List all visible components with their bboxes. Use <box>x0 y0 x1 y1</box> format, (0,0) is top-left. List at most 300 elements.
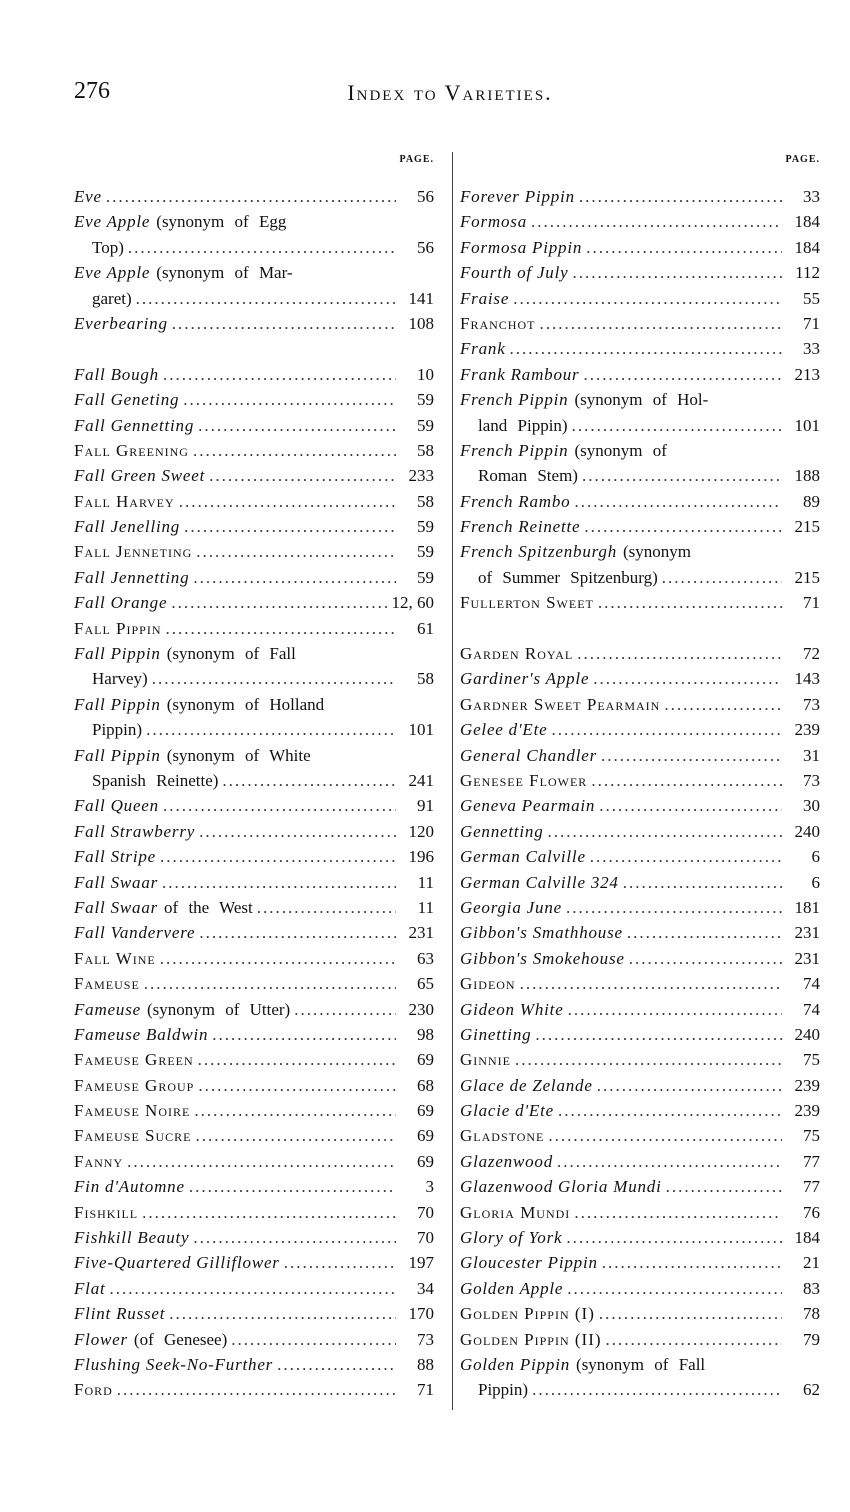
dot-leader <box>513 286 782 311</box>
variety-name: Georgia June <box>460 897 562 917</box>
variety-name: Eve <box>74 187 102 206</box>
dot-leader <box>163 362 396 387</box>
variety-name: Fameuse Noire <box>74 1101 191 1121</box>
page-ref: 11 <box>417 897 434 917</box>
dot-leader <box>623 870 782 895</box>
entry-note: of the West <box>164 897 253 917</box>
entry-note: (synonym of Fall <box>166 644 296 664</box>
variety-name: Flint Russet <box>74 1304 166 1324</box>
dot-leader <box>582 463 782 488</box>
page-ref: 10 <box>417 364 434 384</box>
index-entry-continuation <box>460 565 820 590</box>
entry-note-continued: Harvey) <box>92 669 148 689</box>
index-entry <box>460 895 820 920</box>
page-ref: 231 <box>794 948 820 968</box>
right-column <box>460 150 820 1403</box>
variety-name: Fall Pippin <box>74 618 162 638</box>
index-entry <box>74 819 434 844</box>
index-entry <box>460 1301 820 1326</box>
page-ref: 59 <box>417 517 434 537</box>
index-entry <box>460 387 820 412</box>
index-entry <box>460 971 820 996</box>
variety-name: Fameuse <box>74 974 140 994</box>
page-ref: 233 <box>408 466 434 486</box>
index-entry <box>74 1327 434 1352</box>
entry-note-continued: Pippin) <box>478 1380 529 1400</box>
dot-leader <box>566 895 782 920</box>
dot-leader <box>199 819 396 844</box>
dot-leader <box>629 946 782 971</box>
page-ref: 239 <box>794 720 820 740</box>
index-entry <box>74 1022 434 1047</box>
index-entry <box>460 743 820 768</box>
page-ref: 11 <box>417 872 434 892</box>
column-divider <box>452 152 453 1410</box>
index-entry <box>460 1225 820 1250</box>
index-entry <box>460 997 820 1022</box>
index-entry <box>460 362 820 387</box>
page-ref: 69 <box>417 1126 434 1146</box>
variety-name: Flushing Seek-No-Further <box>74 1354 274 1374</box>
variety-name: Five-Quartered Gilliflower <box>74 1253 280 1273</box>
index-entry <box>74 1098 434 1123</box>
dot-leader <box>222 768 396 793</box>
page-ref: 74 <box>803 999 820 1019</box>
dot-leader <box>110 1276 396 1301</box>
index-entry-continuation <box>460 413 820 438</box>
dot-leader <box>574 1200 782 1225</box>
index-entry-continuation <box>74 235 434 260</box>
dot-leader <box>160 946 396 971</box>
variety-name: Ginetting <box>460 1024 532 1044</box>
entry-note: (synonym of Egg <box>156 212 287 232</box>
entry-note-continued: Pippin) <box>92 720 143 740</box>
index-entry <box>460 438 820 463</box>
dot-leader <box>196 1123 397 1148</box>
page-ref: 69 <box>417 1151 434 1171</box>
dot-leader <box>183 387 396 412</box>
variety-name: Fall Pippin <box>74 644 161 664</box>
page-ref: 70 <box>417 1202 434 1222</box>
index-entry <box>460 1047 820 1072</box>
dot-leader <box>163 793 396 818</box>
page-column-label: PAGE. <box>785 154 820 165</box>
index-entry-continuation <box>74 286 434 311</box>
page-ref: 197 <box>408 1253 434 1273</box>
index-entry <box>460 311 820 336</box>
page-ref: 170 <box>408 1304 434 1324</box>
variety-name: Glazenwood Gloria Mundi <box>460 1177 662 1197</box>
page-ref: 188 <box>794 466 820 486</box>
dot-leader <box>567 1276 782 1301</box>
entry-note: (synonym <box>623 542 692 562</box>
dot-leader <box>169 1301 396 1326</box>
page-ref: 120 <box>408 821 434 841</box>
index-entry <box>74 463 434 488</box>
variety-name: Gardiner's Apple <box>460 669 590 689</box>
dot-leader <box>172 311 396 336</box>
variety-name: French Rambo <box>460 491 571 511</box>
page-ref: 196 <box>408 847 434 867</box>
page-ref: 184 <box>794 1228 820 1248</box>
dot-leader <box>193 1225 396 1250</box>
index-entry <box>460 539 820 564</box>
dot-leader <box>599 793 782 818</box>
index-entry <box>460 590 820 615</box>
variety-name: Fall Orange <box>74 593 168 613</box>
dot-leader <box>193 565 396 590</box>
variety-name: Fishkill <box>74 1202 139 1222</box>
index-entry <box>74 1250 434 1275</box>
dot-leader <box>520 971 782 996</box>
dot-leader <box>294 997 396 1022</box>
index-entry <box>460 1022 820 1047</box>
variety-name: Fall Geneting <box>74 390 180 410</box>
variety-name: Fall Jenneting <box>74 542 193 562</box>
variety-name: Geneva Pearmain <box>460 796 596 816</box>
page-ref: 101 <box>408 720 434 740</box>
variety-name: Gardner Sweet Pearmain <box>460 694 661 714</box>
variety-name: Fall Gennetting <box>74 415 195 435</box>
dot-leader <box>568 997 782 1022</box>
dot-leader <box>199 920 396 945</box>
variety-name: Glory of York <box>460 1228 563 1248</box>
variety-name: Gloria Mundi <box>460 1202 571 1222</box>
page-ref: 65 <box>417 974 434 994</box>
index-entry <box>460 1123 820 1148</box>
entry-note: (synonym of Holland <box>166 694 325 714</box>
index-entry <box>460 514 820 539</box>
dot-leader <box>572 413 782 438</box>
page-ref: 73 <box>803 694 820 714</box>
page-title: Index to Varieties. <box>347 80 553 105</box>
index-entry <box>460 1073 820 1098</box>
dot-leader <box>166 616 397 641</box>
index-entry <box>460 1250 820 1275</box>
variety-name: Formosa <box>460 212 527 232</box>
variety-name: Fameuse Sucre <box>74 1126 192 1146</box>
dot-leader <box>557 1149 782 1174</box>
dot-leader <box>574 489 782 514</box>
dot-leader <box>601 743 782 768</box>
index-entry <box>460 946 820 971</box>
dot-leader <box>179 489 396 514</box>
variety-name: Fanny <box>74 1151 124 1171</box>
dot-leader <box>194 1098 396 1123</box>
index-entry-continuation <box>460 1377 820 1402</box>
index-entry <box>74 184 434 209</box>
index-entry <box>460 489 820 514</box>
dot-leader <box>598 590 782 615</box>
index-entry <box>74 844 434 869</box>
dot-leader <box>510 336 782 361</box>
index-entry <box>74 438 434 463</box>
variety-name: Eve Apple <box>74 212 151 232</box>
entry-note-continued: of Summer Spitzenburg) <box>478 567 658 587</box>
variety-name: Gibbon's Smokehouse <box>460 948 625 968</box>
dot-leader <box>184 514 396 539</box>
dot-leader <box>152 666 396 691</box>
page-ref: 71 <box>417 1380 434 1400</box>
page-ref: 58 <box>417 491 434 511</box>
page-ref: 74 <box>803 974 820 994</box>
entry-note-continued: Spanish Reinette) <box>92 770 219 790</box>
variety-name: Forever Pippin <box>460 187 575 206</box>
dot-leader <box>193 438 396 463</box>
page-ref: 184 <box>794 237 820 257</box>
index-entry <box>460 870 820 895</box>
page-ref: 61 <box>417 618 434 638</box>
index-entry <box>74 387 434 412</box>
dot-leader <box>583 362 782 387</box>
dot-leader <box>566 1225 782 1250</box>
dot-leader <box>189 1174 396 1199</box>
variety-name: French Spitzenburgh <box>460 542 618 562</box>
index-entry <box>74 1301 434 1326</box>
index-entry <box>460 717 820 742</box>
index-entry <box>74 1377 434 1402</box>
entry-note-continued: garet) <box>92 288 132 308</box>
variety-name: Gibbon's Smathhouse <box>460 923 623 943</box>
dot-leader <box>117 1377 396 1402</box>
dot-leader <box>590 844 782 869</box>
dot-leader <box>198 413 396 438</box>
page-ref: 215 <box>794 517 820 537</box>
dot-leader <box>127 1149 396 1174</box>
variety-name: Fall Swaar <box>74 872 159 892</box>
dot-leader <box>548 1123 782 1148</box>
index-entry <box>460 768 820 793</box>
page-ref: 69 <box>417 1101 434 1121</box>
dot-leader <box>162 870 396 895</box>
entry-note: (of Genesee) <box>133 1329 228 1349</box>
index-entry <box>74 997 434 1022</box>
index-entry <box>74 489 434 514</box>
dot-leader <box>277 1352 396 1377</box>
dot-leader <box>136 286 396 311</box>
variety-name: Golden Pippin (I) <box>460 1304 595 1324</box>
dot-leader <box>198 1047 396 1072</box>
variety-name: Gloucester Pippin <box>460 1253 598 1273</box>
variety-name: Fall Swaar <box>74 897 159 917</box>
variety-name: Golden Pippin (II) <box>460 1329 602 1349</box>
index-entry <box>460 1276 820 1301</box>
index-entry <box>460 1098 820 1123</box>
page-ref: 55 <box>803 288 820 308</box>
index-entry <box>74 1276 434 1301</box>
page-ref: 59 <box>417 390 434 410</box>
variety-name: German Calville 324 <box>460 872 619 892</box>
page-ref: 58 <box>417 440 434 460</box>
variety-name: Gideon <box>460 974 516 994</box>
page-ref: 213 <box>794 364 820 384</box>
variety-name: Fameuse Green <box>74 1050 194 1070</box>
variety-name: Fameuse <box>74 999 141 1019</box>
variety-name: French Pippin <box>460 390 569 410</box>
page-ref: 33 <box>803 339 820 359</box>
entry-note: (synonym of Mar- <box>156 263 293 283</box>
variety-name: Fall Wine <box>74 948 156 968</box>
index-entry <box>74 793 434 818</box>
variety-name: French Reinette <box>460 517 581 537</box>
index-entry <box>460 184 820 209</box>
index-entry <box>74 616 434 641</box>
dot-leader <box>535 1022 782 1047</box>
variety-name: Flower <box>74 1329 128 1349</box>
variety-name: Fall Jennetting <box>74 567 190 587</box>
index-entry <box>460 819 820 844</box>
variety-name: Glazenwood <box>460 1151 553 1171</box>
dot-leader <box>599 1301 782 1326</box>
page-ref: 79 <box>803 1329 820 1349</box>
page-ref: 141 <box>408 288 434 308</box>
page-ref: 71 <box>803 593 820 613</box>
page-ref: 72 <box>803 644 820 664</box>
variety-name: Fall Pippin <box>74 694 161 714</box>
variety-name: Gladstone <box>460 1126 545 1146</box>
page-ref: 56 <box>417 237 434 257</box>
page-ref: 12, 60 <box>391 593 434 613</box>
index-entry <box>74 1174 434 1199</box>
page-ref: 33 <box>803 187 820 206</box>
index-entry <box>460 1200 820 1225</box>
variety-name: Garden Royal <box>460 644 574 664</box>
page-ref: 31 <box>803 745 820 765</box>
variety-name: Ford <box>74 1380 113 1400</box>
index-entry <box>74 311 434 336</box>
index-entry <box>74 743 434 768</box>
page-ref: 184 <box>794 212 820 232</box>
dot-leader <box>209 463 396 488</box>
variety-name: Fall Pippin <box>74 745 161 765</box>
page-ref: 59 <box>417 542 434 562</box>
page-ref: 73 <box>417 1329 434 1349</box>
page-ref: 230 <box>408 999 434 1019</box>
dot-leader <box>664 692 782 717</box>
index-entry <box>74 1200 434 1225</box>
dot-leader <box>593 666 782 691</box>
variety-name: Franchot <box>460 313 536 333</box>
page-ref: 143 <box>794 669 820 689</box>
page-ref: 75 <box>803 1050 820 1070</box>
page-ref: 215 <box>794 567 820 587</box>
variety-name: Fall Green Sweet <box>74 466 206 486</box>
index-entry <box>74 590 434 615</box>
index-entry <box>460 641 820 666</box>
index-entry <box>74 971 434 996</box>
page-ref: 62 <box>803 1380 820 1400</box>
dot-leader <box>144 971 396 996</box>
index-entry <box>74 692 434 717</box>
variety-name: Fishkill Beauty <box>74 1228 190 1248</box>
dot-leader <box>591 768 782 793</box>
page-ref: 98 <box>417 1024 434 1044</box>
dot-leader <box>627 920 782 945</box>
entry-note: (synonym of <box>574 440 667 460</box>
index-entry <box>74 209 434 234</box>
dot-leader <box>212 1022 396 1047</box>
page-ref: 70 <box>417 1228 434 1248</box>
variety-name: Fall Bough <box>74 364 159 384</box>
page-number: 276 <box>74 78 110 104</box>
index-entry-continuation <box>74 666 434 691</box>
index-entry <box>74 1047 434 1072</box>
index-entry <box>460 260 820 285</box>
page-ref: 76 <box>803 1202 820 1222</box>
page-ref: 240 <box>794 1024 820 1044</box>
index-entry <box>74 1352 434 1377</box>
dot-leader <box>198 1073 396 1098</box>
index-entry <box>460 692 820 717</box>
page-ref: 77 <box>803 1177 820 1197</box>
page-ref: 58 <box>417 669 434 689</box>
variety-name: Eve Apple <box>74 263 151 283</box>
variety-name: Fall Stripe <box>74 847 156 867</box>
dot-leader <box>606 1327 782 1352</box>
variety-name: Everbearing <box>74 313 168 333</box>
index-entry <box>74 413 434 438</box>
section-gap <box>74 336 434 361</box>
page-ref: 73 <box>803 770 820 790</box>
index-entry-continuation <box>74 768 434 793</box>
index-entry <box>460 1327 820 1352</box>
page-ref: 6 <box>811 847 820 867</box>
index-entry <box>74 920 434 945</box>
dot-leader <box>160 844 396 869</box>
variety-name: Gideon White <box>460 999 564 1019</box>
entry-note: (synonym of Hol- <box>574 390 709 410</box>
variety-name: Frank Rambour <box>460 364 580 384</box>
dot-leader <box>586 235 782 260</box>
variety-name: Ginnie <box>460 1050 511 1070</box>
index-entry <box>460 1149 820 1174</box>
entry-note-continued: land Pippin) <box>478 415 568 435</box>
page-ref: 78 <box>803 1304 820 1324</box>
variety-name: Genesee Flower <box>460 770 588 790</box>
variety-name: Gelee d'Ete <box>460 720 548 740</box>
dot-leader <box>662 565 782 590</box>
variety-name: Fall Queen <box>74 796 159 816</box>
variety-name: Fourth of July <box>460 263 569 283</box>
dot-leader <box>146 717 396 742</box>
dot-leader <box>602 1250 782 1275</box>
index-entry <box>74 641 434 666</box>
entry-note-continued: Top) <box>92 237 124 257</box>
dot-leader <box>532 1377 782 1402</box>
variety-name: Fin d'Automne <box>74 1177 185 1197</box>
index-entry <box>74 870 434 895</box>
index-entry <box>460 235 820 260</box>
dot-leader <box>579 184 782 209</box>
index-entry <box>74 565 434 590</box>
index-entry <box>460 336 820 361</box>
variety-name: Fameuse Group <box>74 1075 195 1095</box>
index-entry <box>460 1352 820 1377</box>
variety-name: Flat <box>74 1278 106 1298</box>
page-ref: 240 <box>794 821 820 841</box>
variety-name: Fameuse Baldwin <box>74 1024 209 1044</box>
entry-note: (synonym of Utter) <box>146 999 291 1019</box>
dot-leader <box>539 311 782 336</box>
page-ref: 30 <box>803 796 820 816</box>
page-ref: 34 <box>417 1278 434 1298</box>
variety-name: German Calville <box>460 847 586 867</box>
variety-name: Glacie d'Ete <box>460 1101 554 1121</box>
variety-name: Fall Greening <box>74 440 189 460</box>
page-ref: 239 <box>794 1101 820 1121</box>
page-ref: 181 <box>794 897 820 917</box>
page-ref: 77 <box>803 1151 820 1171</box>
